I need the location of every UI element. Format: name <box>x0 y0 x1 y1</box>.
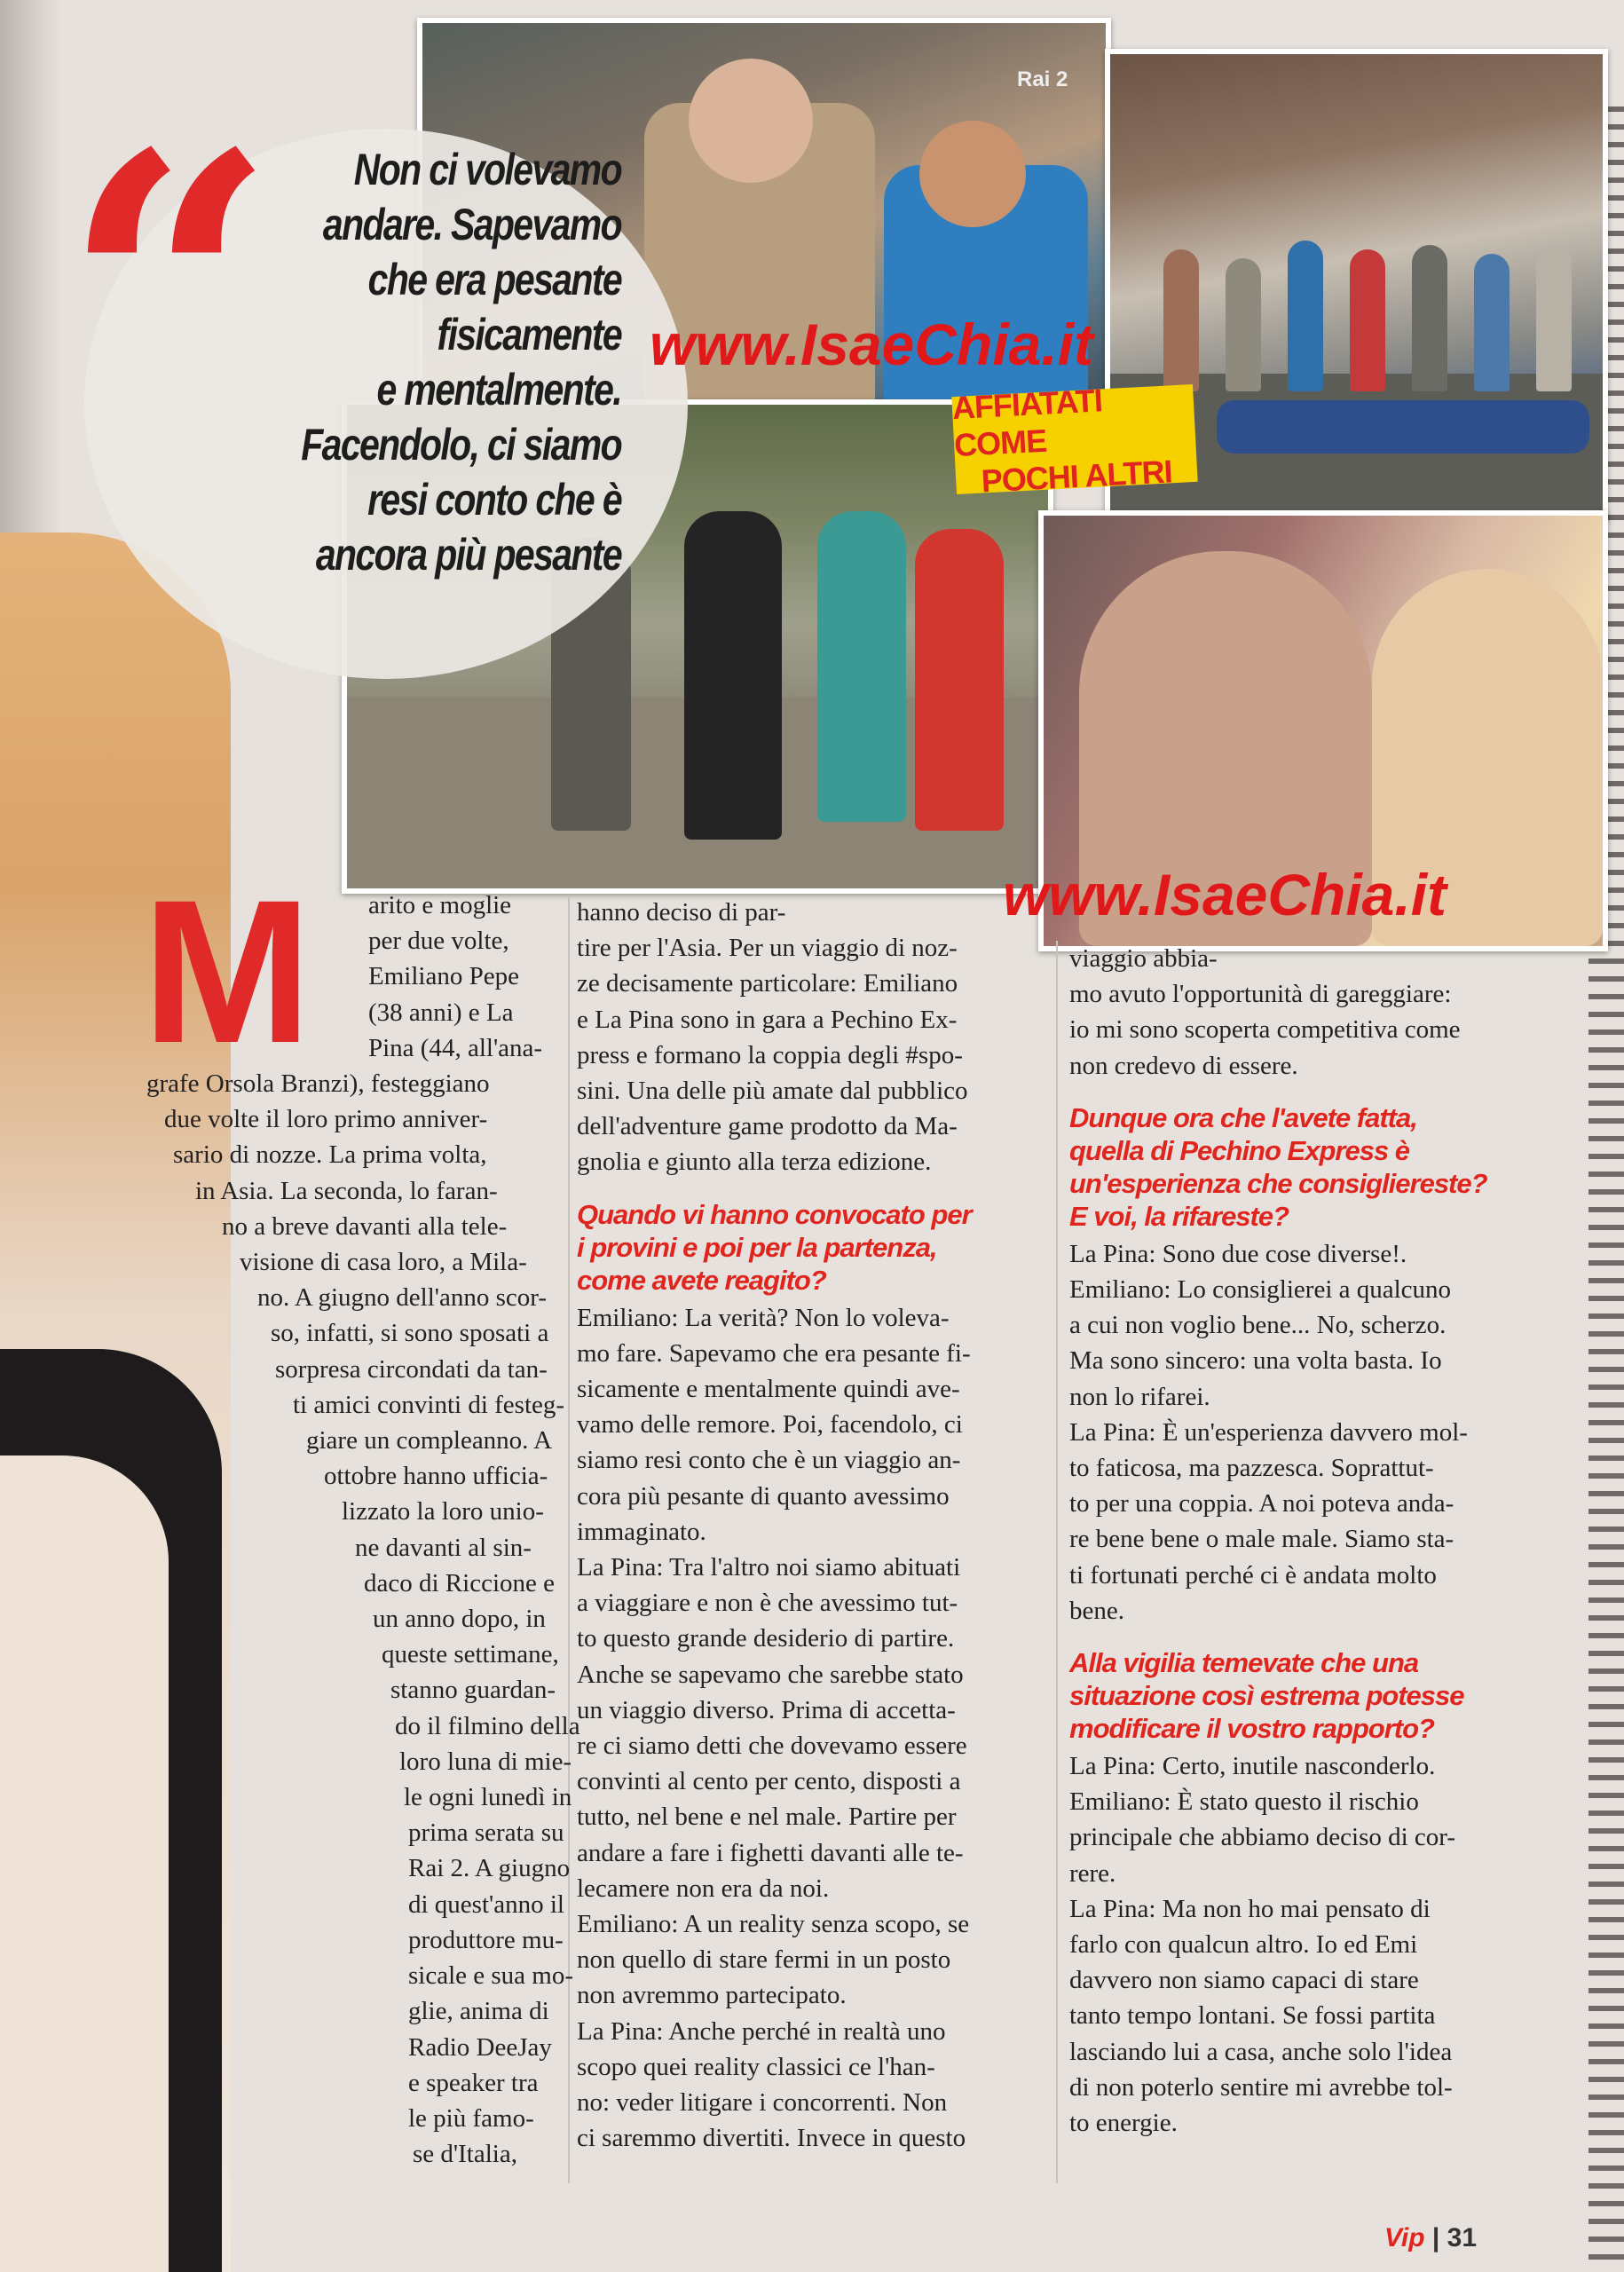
pull-quote-line: fisicamente <box>437 310 621 359</box>
body-line: ti amici convinti di festeg- <box>293 1390 565 1419</box>
answer-line: bene. <box>1069 1596 1124 1625</box>
body-line: ottobre hanno ufficia- <box>324 1462 548 1491</box>
question-line: Dunque ora che l'avete fatta, <box>1069 1101 1417 1133</box>
question-line: Quando vi hanno convocato per <box>577 1198 972 1230</box>
interview-question <box>1069 1646 1540 1745</box>
body-line: e speaker tra <box>408 2068 539 2097</box>
question-line: modificare il vostro rapporto? <box>1069 1713 1434 1745</box>
answer-line: rere. <box>1069 1858 1116 1888</box>
answer-line: principale che abbiamo deciso di cor- <box>1069 1823 1456 1852</box>
body-line: io mi sono scoperta competitiva come <box>1069 1015 1461 1045</box>
question-line: quella di Pechino Express è <box>1069 1134 1410 1166</box>
column-divider <box>1056 941 1058 2183</box>
body-line: se d'Italia, <box>413 2140 517 2169</box>
body-line: sorpresa circondati da tan- <box>275 1354 548 1384</box>
body-line: Rai 2. A giugno <box>408 1854 571 1883</box>
body-line: le ogni lunedì in <box>404 1783 572 1812</box>
badge-line-1: AFFIATATI COME <box>950 382 1103 464</box>
answer-line: tutto, nel bene e nel male. Partire per <box>577 1803 957 1832</box>
body-line: Radio DeeJay <box>408 2032 552 2062</box>
pull-quote-line: che era pesante <box>367 255 621 304</box>
body-line: loro luna di mie- <box>399 1747 572 1776</box>
pull-quote-line: andare. Sapevamo <box>322 200 621 249</box>
caption-badge <box>950 382 1197 500</box>
article-column-1 <box>146 888 580 2172</box>
answer-line: non avremmo partecipato. <box>577 1981 847 2010</box>
answer-line: La Pina: Certo, inutile nasconderlo. <box>1069 1752 1436 1781</box>
person <box>1350 249 1385 391</box>
person <box>1474 254 1510 391</box>
body-line: giare un compleanno. A <box>306 1426 553 1456</box>
answer-line: lecamere non era da noi. <box>577 1874 830 1903</box>
pull-quote-line: resi conto che è <box>367 475 621 525</box>
pull-quote-line: e mentalmente. <box>376 365 621 414</box>
body-line: do il filmino della <box>395 1711 580 1740</box>
answer-line: non lo rifarei. <box>1069 1382 1210 1411</box>
badge-line-2: POCHI ALTRI <box>980 453 1173 500</box>
answer-line: cora più pesante di quanto avessimo <box>577 1481 950 1511</box>
answer-line: Emiliano: È stato questo il rischio <box>1069 1787 1419 1817</box>
answer-line: un viaggio diverso. Prima di accetta- <box>577 1695 956 1724</box>
body-line: tire per l'Asia. Per un viaggio di noz- <box>577 934 958 963</box>
body-line: mo avuto l'opportunità di gareggiare: <box>1069 980 1452 1009</box>
body-line: (38 anni) e La <box>368 998 514 1027</box>
body-line: Pina (44, all'ana- <box>368 1033 543 1062</box>
answer-line: to per una coppia. A noi poteva anda- <box>1069 1489 1455 1519</box>
answer-line: scopo quei reality classici ce l'han- <box>577 2052 935 2081</box>
article-column-3 <box>1069 941 1540 2141</box>
answer-line: Anche se sapevamo che sarebbe stato <box>577 1660 964 1689</box>
answer-line: Emiliano: A un reality senza scopo, se <box>577 1910 970 1939</box>
man-head <box>919 121 1026 227</box>
body-line: ne davanti al sin- <box>355 1533 532 1562</box>
body-line: sicale e sua mo- <box>408 1961 574 1991</box>
answer-line: La Pina: Tra l'altro noi siamo abituati <box>577 1553 961 1582</box>
body-line: sario di nozze. La prima volta, <box>173 1140 487 1170</box>
answer-line: Emiliano: Lo consiglierei a qualcuno <box>1069 1275 1452 1305</box>
body-line: un anno dopo, in <box>373 1605 546 1634</box>
answer-line: La Pina: Ma non ho mai pensato di <box>1069 1894 1431 1923</box>
body-line: lizzato la loro unio- <box>342 1497 544 1526</box>
answer-line: sicamente e mentalmente quindi ave- <box>577 1375 960 1404</box>
watermark-top: www.IsaeChia.it <box>650 312 1094 377</box>
question-line: situazione così estrema potesse <box>1069 1680 1464 1712</box>
answer-line: to questo grande desiderio di partire. <box>577 1624 955 1653</box>
answer-line: non quello di stare fermi in un posto <box>577 1945 951 1975</box>
interview-question <box>577 1198 1043 1297</box>
answer-line: re ci siamo detti che dovevamo essere <box>577 1732 967 1761</box>
page-footer <box>1384 2223 1477 2253</box>
body-line: viaggio abbia- <box>1069 944 1218 973</box>
body-line: prima serata su <box>408 1818 564 1848</box>
answer-line: a viaggiare e non è che avessimo tut- <box>577 1589 958 1618</box>
body-line: ze decisamente particolare: Emiliano <box>577 969 958 998</box>
answer-line: lasciando lui a casa, anche solo l'idea <box>1069 2037 1453 2066</box>
answer-line: mo fare. Sapevamo che era pesante fi- <box>577 1338 971 1368</box>
body-line: per due volte, <box>368 927 509 956</box>
body-line: gnolia e giunto alla terza edizione. <box>577 1148 932 1177</box>
pull-quote <box>257 142 621 582</box>
person <box>1536 245 1572 391</box>
answer-line: farlo con qualcun altro. Io ed Emi <box>1069 1930 1418 1960</box>
body-line: visione di casa loro, a Mila- <box>240 1248 527 1277</box>
answer-line: to faticosa, ma pazzesca. Soprattut- <box>1069 1454 1434 1483</box>
answer-line: to energie. <box>1069 2109 1178 2138</box>
body-line: so, infatti, si sono sposati a <box>271 1319 549 1348</box>
woman-head <box>689 59 813 183</box>
body-line: no a breve davanti alla tele- <box>222 1211 508 1241</box>
answer-line: immaginato. <box>577 1517 706 1546</box>
body-line: e La Pina sono in gara a Pechino Ex- <box>577 1005 958 1034</box>
pull-quote-line: ancora più pesante <box>315 530 621 580</box>
answer-line: re bene bene o male male. Siamo sta- <box>1069 1525 1455 1554</box>
answer-line: convinti al cento per cento, disposti a <box>577 1767 961 1796</box>
answer-line: ci saremmo divertiti. Invece in questo <box>577 2124 966 2153</box>
answer-line: La Pina: È un'esperienza davvero mol- <box>1069 1417 1468 1447</box>
body-line: hanno deciso di par- <box>577 898 786 927</box>
magazine-name: Vip <box>1384 2223 1425 2252</box>
rai2-logo: Rai 2 <box>1017 67 1068 91</box>
question-line: un'esperienza che consigliereste? <box>1069 1167 1487 1199</box>
backpacks-row <box>1217 400 1589 454</box>
question-line: i provini e poi per la partenza, <box>577 1231 937 1263</box>
answer-line: davvero non siamo capaci di stare <box>1069 1966 1419 1995</box>
answer-line: La Pina: Sono due cose diverse!. <box>1069 1239 1407 1268</box>
body-line: le più famo- <box>408 2103 534 2133</box>
answer-line: a cui non voglio bene... No, scherzo. <box>1069 1311 1447 1340</box>
man-teal-shirt <box>817 511 906 822</box>
drop-cap: M <box>142 857 312 1085</box>
answer-line: siamo resi conto che è un viaggio an- <box>577 1446 961 1475</box>
body-line: sini. Una delle più amate dal pubblico <box>577 1077 968 1106</box>
answer-line: Emiliano: La verità? Non lo voleva- <box>577 1303 950 1332</box>
body-line: due volte il loro primo anniver- <box>164 1105 488 1134</box>
pull-quote-line: Non ci volevamo <box>353 145 621 194</box>
man-black-shirt <box>684 511 782 840</box>
body-line: grafe Orsola Branzi), festeggiano <box>146 1069 490 1099</box>
woman-red-shirt <box>915 529 1004 831</box>
interview-question <box>1069 1101 1540 1233</box>
body-line: produttore mu- <box>408 1925 564 1954</box>
woman-light-top <box>0 1456 169 2272</box>
person <box>1412 245 1447 391</box>
body-line: Emiliano Pepe <box>368 962 519 991</box>
quote-mark-icon: “ <box>62 74 277 511</box>
body-line: press e formano la coppia degli #spo- <box>577 1040 963 1069</box>
body-line: daco di Riccione e <box>364 1568 555 1598</box>
body-line: stanno guardan- <box>390 1676 556 1705</box>
body-line: no. A giugno dell'anno scor- <box>257 1283 548 1313</box>
body-line: queste settimane, <box>382 1640 559 1669</box>
body-line: di quest'anno il <box>408 1889 564 1919</box>
question-line: Alla vigilia temevate che una <box>1069 1647 1419 1679</box>
body-line: non credevo di essere. <box>1069 1051 1298 1080</box>
answer-line: La Pina: Anche perché in realtà uno <box>577 2016 946 2046</box>
answer-line: vamo delle remore. Poi, facendolo, ci <box>577 1410 963 1440</box>
answer-line: Ma sono sincero: una volta basta. Io <box>1069 1346 1442 1376</box>
page-number: 31 <box>1447 2223 1478 2252</box>
person <box>1226 258 1261 391</box>
answer-line: andare a fare i fighetti davanti alle te- <box>577 1838 964 1867</box>
question-line: come avete reagito? <box>577 1264 826 1296</box>
article-column-2 <box>577 895 1043 2157</box>
pull-quote-line: Facendolo, ci siamo <box>301 420 621 469</box>
answer-line: di non poterlo sentire mi avrebbe tol- <box>1069 2072 1453 2102</box>
person <box>1288 241 1323 391</box>
watermark-bottom: www.IsaeChia.it <box>1003 862 1447 927</box>
answer-line: ti fortunati perché ci è andata molto <box>1069 1560 1437 1590</box>
question-line: E voi, la rifareste? <box>1069 1200 1289 1232</box>
footer-separator: | <box>1431 2223 1440 2252</box>
body-line: arito e moglie <box>368 891 512 919</box>
person <box>1163 249 1199 391</box>
body-line: dell'adventure game prodotto da Ma- <box>577 1112 958 1141</box>
body-line: in Asia. La seconda, lo faran- <box>195 1176 498 1205</box>
answer-line: tanto tempo lontani. Se fossi partita <box>1069 2001 1436 2031</box>
answer-line: no: veder litigare i concorrenti. Non <box>577 2088 948 2118</box>
body-line: glie, anima di <box>408 1997 549 2026</box>
